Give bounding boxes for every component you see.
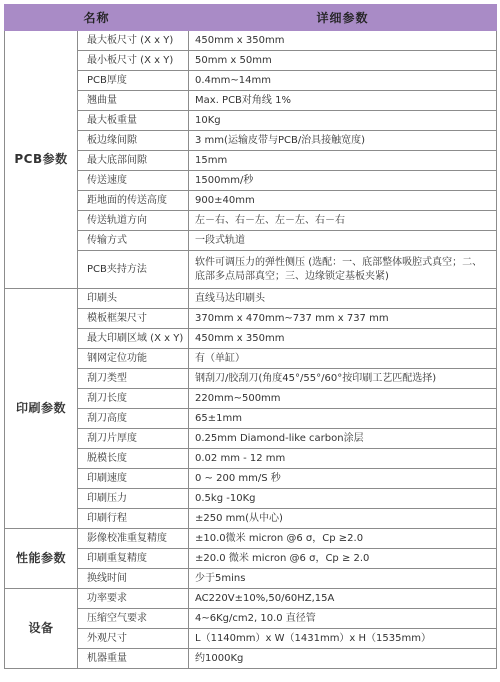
table-header [5, 5, 497, 31]
table-row [5, 509, 497, 529]
category-cell: 设备 [5, 589, 78, 669]
table-row [5, 191, 497, 211]
table-row [5, 369, 497, 389]
table-row [5, 131, 497, 151]
table-row [5, 111, 497, 131]
param-value: 有（单缸） [189, 349, 497, 369]
table-row [5, 449, 497, 469]
param-label: 外观尺寸 [78, 629, 189, 649]
param-label: PCB厚度 [78, 71, 189, 91]
param-label: 功率要求 [78, 589, 189, 609]
param-label: 刮刀类型 [78, 369, 189, 389]
table-row [5, 211, 497, 231]
param-value: 钢刮刀/胶刮刀(角度45°/55°/60°按印刷工艺匹配选择) [189, 369, 497, 389]
param-value: 直线马达印刷头 [189, 289, 497, 309]
param-value: 软件可调压力的弹性侧压 (选配：一、底部整体吸腔式真空；二、底部多点局部真空；三、边缘锁定基板夹紧) [189, 251, 497, 289]
spec-table [4, 4, 497, 669]
table-row [5, 409, 497, 429]
table-row [5, 549, 497, 569]
table-row [5, 389, 497, 409]
param-value: 0 ~ 200 mm/S 秒 [189, 469, 497, 489]
table-row [5, 289, 497, 309]
table-row [5, 251, 497, 289]
param-label: 印刷重复精度 [78, 549, 189, 569]
table-row [5, 151, 497, 171]
param-label: 机器重量 [78, 649, 189, 669]
param-value: 370mm x 470mm~737 mm x 737 mm [189, 309, 497, 329]
param-label: 脱模长度 [78, 449, 189, 469]
param-value: 10Kg [189, 111, 497, 131]
param-label: 距地面的传送高度 [78, 191, 189, 211]
param-value: 0.25mm Diamond-like carbon涂层 [189, 429, 497, 449]
table-row [5, 91, 497, 111]
param-label: 印刷速度 [78, 469, 189, 489]
param-value: 0.4mm~14mm [189, 71, 497, 91]
param-value: 3 mm(运输皮带与PCB/治具接触宽度) [189, 131, 497, 151]
param-value: 约1000Kg [189, 649, 497, 669]
param-label: 印刷压力 [78, 489, 189, 509]
header-row [5, 5, 497, 31]
param-label: 传输方式 [78, 231, 189, 251]
param-label: 最大板尺寸 (X x Y) [78, 31, 189, 51]
param-label: 压缩空气要求 [78, 609, 189, 629]
param-label: PCB夹持方法 [78, 251, 189, 289]
header-col-name: 名称 [5, 5, 189, 31]
param-label: 最大板重量 [78, 111, 189, 131]
param-label: 刮刀高度 [78, 409, 189, 429]
param-label: 最大印刷区域 (X x Y) [78, 329, 189, 349]
param-label: 影像校准重复精度 [78, 529, 189, 549]
table-row [5, 231, 497, 251]
table-body [5, 31, 497, 669]
param-value: ±20.0 微米 micron @6 σ，Cp ≥ 2.0 [189, 549, 497, 569]
param-label: 翘曲量 [78, 91, 189, 111]
table-row [5, 349, 497, 369]
category-cell: 性能参数 [5, 529, 78, 589]
param-value: 1500mm/秒 [189, 171, 497, 191]
header-col-detail: 详细参数 [189, 5, 497, 31]
param-value: ±10.0微米 micron @6 σ，Cp ≥2.0 [189, 529, 497, 549]
table-row [5, 649, 497, 669]
param-label: 模板框架尺寸 [78, 309, 189, 329]
table-row [5, 309, 497, 329]
table-row [5, 171, 497, 191]
param-value: 220mm~500mm [189, 389, 497, 409]
param-value: 900±40mm [189, 191, 497, 211]
param-label: 传送速度 [78, 171, 189, 191]
param-label: 传送轨道方向 [78, 211, 189, 231]
param-label: 印刷头 [78, 289, 189, 309]
param-value: 左－右、右－左、左－左、右－右 [189, 211, 497, 231]
table-row [5, 589, 497, 609]
param-value: AC220V±10%,50/60HZ,15A [189, 589, 497, 609]
param-value: L（1140mm）x W（1431mm）x H（1535mm） [189, 629, 497, 649]
param-value: 450mm x 350mm [189, 329, 497, 349]
param-label: 刮刀片厚度 [78, 429, 189, 449]
category-cell: PCB参数 [5, 31, 78, 289]
param-value: 15mm [189, 151, 497, 171]
param-value: 50mm x 50mm [189, 51, 497, 71]
table-row [5, 429, 497, 449]
table-row [5, 329, 497, 349]
table-row [5, 71, 497, 91]
table-row [5, 469, 497, 489]
param-value: 0.5kg -10Kg [189, 489, 497, 509]
param-value: 65±1mm [189, 409, 497, 429]
param-label: 印刷行程 [78, 509, 189, 529]
param-value: 450mm x 350mm [189, 31, 497, 51]
param-label: 换线时间 [78, 569, 189, 589]
table-row [5, 609, 497, 629]
param-label: 最小板尺寸 (X x Y) [78, 51, 189, 71]
table-row [5, 529, 497, 549]
param-value: ±250 mm(从中心) [189, 509, 497, 529]
table-row [5, 569, 497, 589]
table-row [5, 31, 497, 51]
param-value: 少于5mins [189, 569, 497, 589]
param-label: 板边缘间隙 [78, 131, 189, 151]
table-row [5, 51, 497, 71]
param-label: 刮刀长度 [78, 389, 189, 409]
param-label: 最大底部间隙 [78, 151, 189, 171]
param-value: 4~6Kg/cm2, 10.0 直径管 [189, 609, 497, 629]
table-row [5, 489, 497, 509]
table-row [5, 629, 497, 649]
param-value: Max. PCB对角线 1% [189, 91, 497, 111]
param-value: 一段式轨道 [189, 231, 497, 251]
param-value: 0.02 mm - 12 mm [189, 449, 497, 469]
param-label: 钢网定位功能 [78, 349, 189, 369]
category-cell: 印刷参数 [5, 289, 78, 529]
